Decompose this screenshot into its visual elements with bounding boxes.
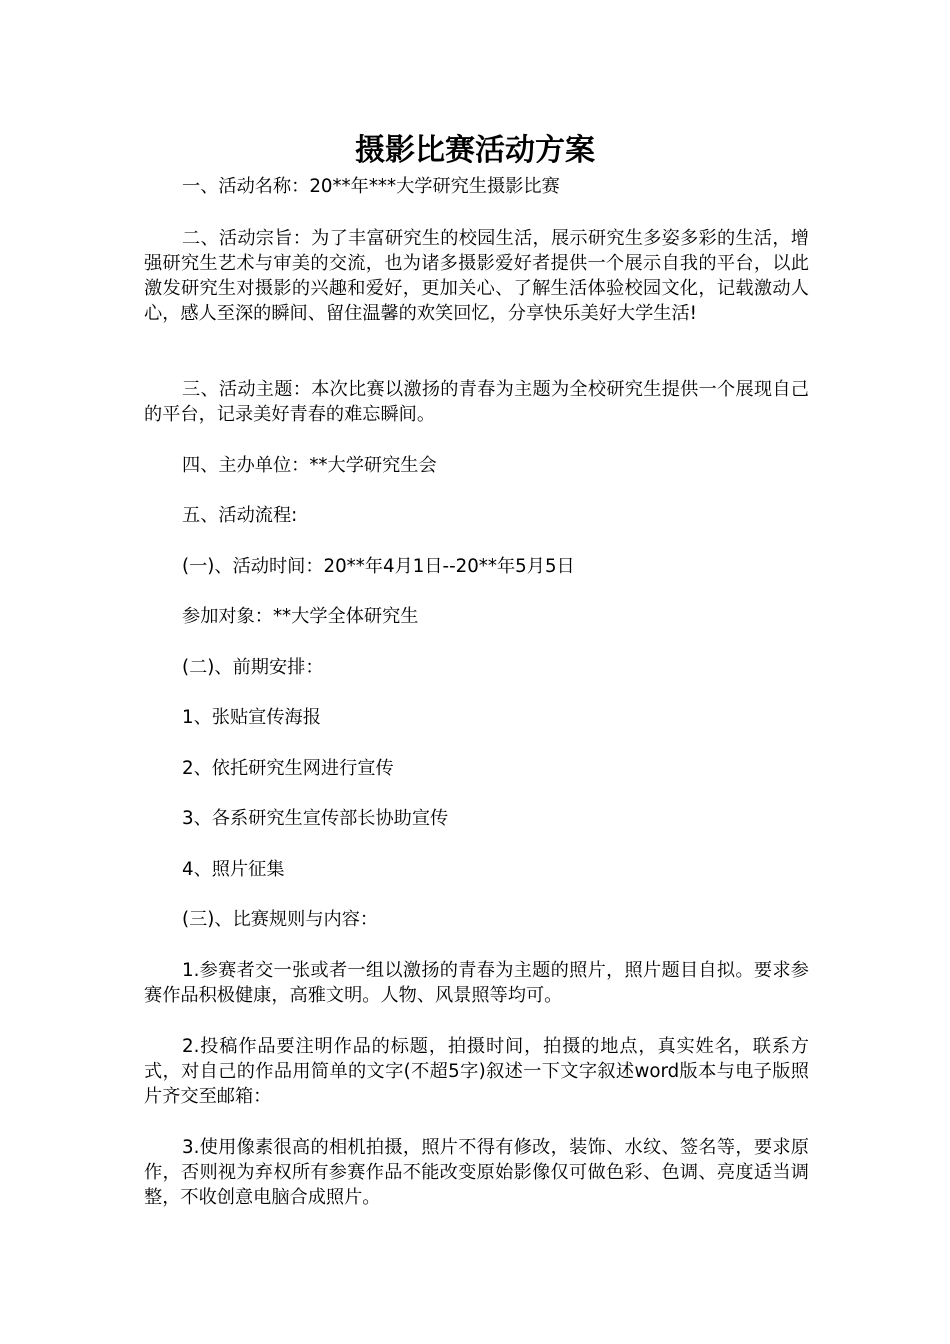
paragraph-rules-heading: (三)、比赛规则与内容： xyxy=(182,909,379,930)
list-item-poster: 1、张贴宣传海报 xyxy=(182,707,321,728)
paragraph-participants: 参加对象：**大学全体研究生 xyxy=(182,606,419,627)
paragraph-rule-1: 1.参赛者交一张或者一组以激扬的青春为主题的照片，照片题目自拟。要求参赛作品积极健康，高雅文明。人物、风景照等均可。 xyxy=(144,960,809,1006)
paragraph-activity-name: 一、活动名称：20**年***大学研究生摄影比赛 xyxy=(182,176,560,197)
list-item-department: 3、各系研究生宣传部长协助宣传 xyxy=(182,808,449,829)
paragraph-organizer: 四、主办单位：**大学研究生会 xyxy=(182,455,437,476)
paragraph-preparation-heading: (二)、前期安排： xyxy=(182,657,324,678)
paragraph-activity-time: (一)、活动时间：20**年4月1日--20**年5月5日 xyxy=(182,556,575,577)
paragraph-activity-theme: 三、活动主题：本次比赛以激扬的青春为主题为全校研究生提供一个展现自己的平台，记录美好青春的难忘瞬间。 xyxy=(144,379,809,425)
paragraph-process-heading: 五、活动流程: xyxy=(182,505,298,526)
paragraph-rule-2: 2.投稿作品要注明作品的标题，拍摄时间，拍摄的地点，真实姓名，联系方式，对自己的作品用简单的文字(不超5字)叙述一下文字叙述word版本与电子版照片齐交至邮箱： xyxy=(144,1036,809,1107)
paragraph-activity-purpose: 二、活动宗旨：为了丰富研究生的校园生活，展示研究生多姿多彩的生活，增强研究生艺术与审美的交流，也为诸多摄影爱好者提供一个展示自我的平台，以此激发研究生对摄影的兴趣和爱好，更加关心、了解生活体验校园文化，记载激动人心，感人至深的瞬间、留住温馨的欢笑回忆，分享快乐美好大学生活! xyxy=(144,228,809,324)
paragraph-rule-3: 3.使用像素很高的相机拍摄，照片不得有修改，装饰、水纹、签名等，要求原作，否则视为弃权所有参赛作品不能改变原始影像仅可做色彩、色调、亮度适当调整，不收创意电脑合成照片。 xyxy=(144,1137,809,1208)
list-item-photo-collection: 4、照片征集 xyxy=(182,859,285,880)
list-item-website: 2、依托研究生网进行宣传 xyxy=(182,758,394,779)
page-title: 摄影比赛活动方案 xyxy=(355,133,595,168)
